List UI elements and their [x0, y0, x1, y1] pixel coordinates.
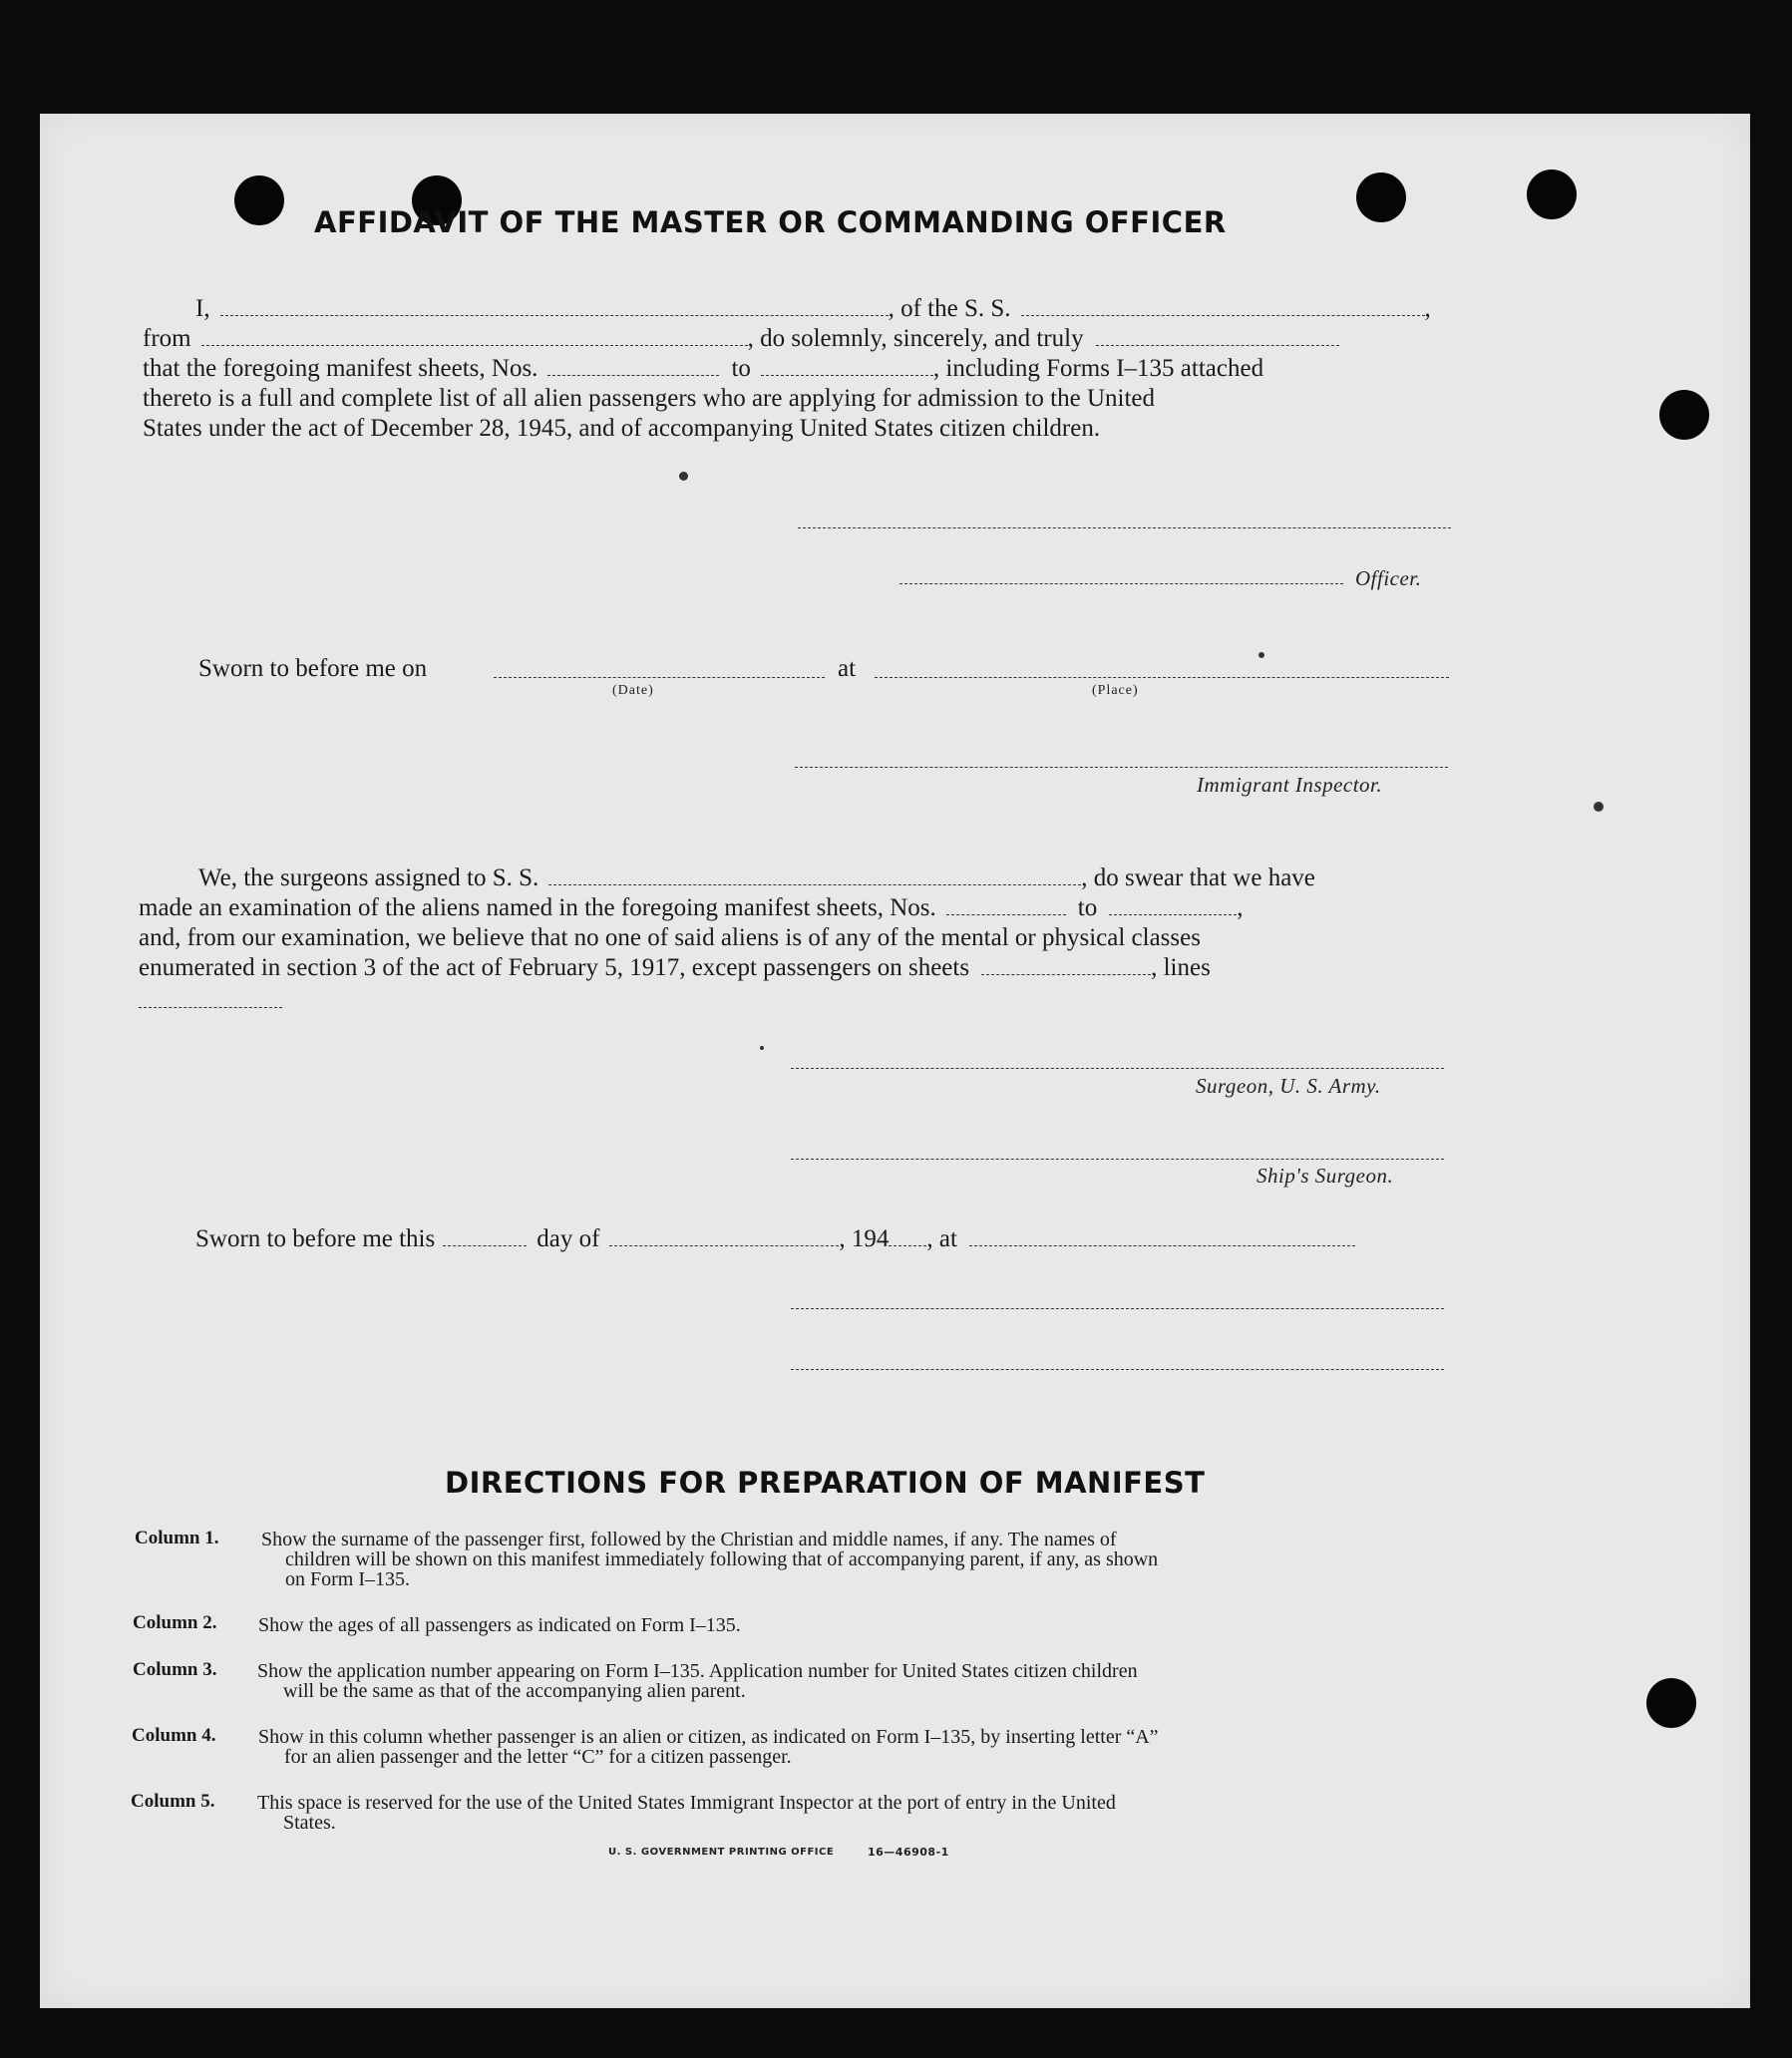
- column-5-line-2: States.: [283, 1812, 336, 1834]
- solemnly-label: , do solemnly, sincerely, and truly: [747, 325, 1084, 352]
- affidavit-line-5: States under the act of December 28, 1945, and of accompanying United States citizen children.: [143, 415, 1101, 442]
- speck: [1594, 802, 1604, 812]
- printer-credit: U. S. GOVERNMENT PRINTING OFFICE: [608, 1847, 835, 1858]
- army-surgeon-label: Surgeon, U. S. Army.: [1196, 1074, 1381, 1098]
- punch-hole: [1356, 172, 1406, 222]
- day-of-label: day of: [537, 1225, 600, 1252]
- sworn-month-field[interactable]: [609, 1245, 839, 1246]
- including-label: , including Forms I–135 attached: [932, 355, 1264, 382]
- column-5-label: Column 5.: [131, 1791, 215, 1812]
- affidavit-title: AFFIDAVIT OF THE MASTER OR COMMANDING OFFICER: [314, 205, 1227, 239]
- column-4-line-2: for an alien passenger and the letter “C” for a citizen passenger.: [284, 1746, 792, 1768]
- sworn2-at-label: , at: [926, 1225, 957, 1252]
- sworn-this-label: Sworn to before me this: [195, 1225, 436, 1252]
- speck: [1258, 652, 1264, 658]
- sworn-date-field[interactable]: [494, 677, 825, 678]
- column-1-text: [261, 1530, 1158, 1589]
- affidavit-line-2: [143, 325, 1339, 353]
- speck: [760, 1046, 764, 1050]
- surgeons-line-3: and, from our examination, we believe that no one of said aliens is of any of the mental or physical classes: [139, 924, 1201, 951]
- truly-field[interactable]: [1096, 345, 1339, 346]
- form-code: 16—46908-1: [868, 1846, 949, 1859]
- sworn-year-field[interactable]: [889, 1245, 926, 1246]
- affidavit-line-1: I, , of the S. S. ,: [195, 295, 1431, 322]
- surgeons-ship-field[interactable]: [548, 884, 1081, 885]
- master-signature-line[interactable]: [798, 527, 1451, 528]
- lines-label: , lines: [1151, 954, 1211, 981]
- column-3-label: Column 3.: [133, 1659, 217, 1680]
- from-label: from: [143, 325, 191, 352]
- affidavit-line-3: [143, 355, 1263, 383]
- inspector-signature-line[interactable]: [795, 767, 1448, 768]
- column-1-line-3: on Form I–135.: [285, 1568, 410, 1590]
- punch-hole: [1659, 390, 1709, 440]
- sworn2-place-field[interactable]: [969, 1245, 1355, 1246]
- ship-surgeon-signature-line[interactable]: [791, 1159, 1444, 1160]
- column-2-text: Show the ages of all passengers as indicated on Form I–135.: [258, 1614, 741, 1636]
- sworn2-title-line[interactable]: [791, 1369, 1444, 1370]
- of-ss-label: , of the S. S.: [888, 295, 1011, 322]
- sworn-on-label: Sworn to before me on: [198, 655, 428, 682]
- column-3-line-2: will be the same as that of the accompanying alien parent.: [283, 1680, 746, 1702]
- date-caption: (Date): [612, 683, 654, 698]
- exam-sheet-from-field[interactable]: [946, 914, 1066, 915]
- inspector-label: Immigrant Inspector.: [1197, 773, 1383, 797]
- speck: [679, 472, 688, 481]
- column-4-text: [258, 1727, 1159, 1767]
- foregoing-label: that the foregoing manifest sheets, Nos.: [143, 355, 538, 382]
- place-caption: (Place): [1092, 683, 1139, 698]
- column-2-label: Column 2.: [133, 1612, 217, 1633]
- year-label: , 194: [839, 1225, 890, 1252]
- except-sheets-field[interactable]: [981, 974, 1151, 975]
- column-5-text: [257, 1793, 1116, 1833]
- ship-name-field[interactable]: [1021, 315, 1425, 316]
- column-3-line-1: Show the application number appearing on Form I–135. Application number for United States citizen children: [257, 1660, 1138, 1682]
- column-1-label: Column 1.: [135, 1528, 219, 1548]
- i-label: I,: [195, 295, 210, 322]
- from-port-field[interactable]: [201, 345, 748, 346]
- sworn2-line: [195, 1225, 1355, 1253]
- except-lines-field[interactable]: [139, 1007, 282, 1008]
- punch-hole: [234, 175, 284, 225]
- sworn-at-label: at: [838, 655, 857, 682]
- column-3-text: [257, 1661, 1138, 1701]
- sheet-to-field[interactable]: [761, 375, 933, 376]
- exam-sheet-to-field[interactable]: [1109, 914, 1237, 915]
- punch-hole: [1646, 1678, 1696, 1728]
- sworn2-signature-line[interactable]: [791, 1308, 1444, 1309]
- surgeons-ss-label: We, the surgeons assigned to S. S.: [198, 864, 539, 891]
- to-label: to: [731, 355, 751, 382]
- master-name-field[interactable]: [220, 315, 889, 316]
- column-5-line-1: This space is reserved for the use of the United States Immigrant Inspector at the port of entry in the United: [257, 1792, 1116, 1814]
- punch-hole: [1527, 170, 1577, 219]
- surgeons-line-1: [198, 864, 1315, 892]
- column-1-line-2: children will be shown on this manifest immediately following that of accompanying parent, if any, as shown: [285, 1548, 1159, 1570]
- directions-title: DIRECTIONS FOR PREPARATION OF MANIFEST: [445, 1466, 1206, 1500]
- officer-signature-line[interactable]: [899, 583, 1343, 584]
- affidavit-line-4: thereto is a full and complete list of all alien passengers who are applying for admission to the United: [143, 385, 1156, 412]
- sworn-day-field[interactable]: [443, 1245, 527, 1246]
- army-surgeon-signature-line[interactable]: [791, 1068, 1444, 1069]
- column-1-line-1: Show the surname of the passenger first, followed by the Christian and middle names, if any. The names of: [261, 1529, 1117, 1550]
- ship-surgeon-label: Ship's Surgeon.: [1256, 1164, 1394, 1188]
- surgeons-line-2: made an examination of the aliens named in the foregoing manifest sheets, Nos. to ,: [139, 894, 1244, 921]
- sheet-from-field[interactable]: [547, 375, 719, 376]
- officer-label: Officer.: [1355, 566, 1422, 590]
- sworn-place-field[interactable]: [875, 677, 1449, 678]
- examination-label: made an examination of the aliens named in the foregoing manifest sheets, Nos.: [139, 894, 936, 921]
- enumerated-label: enumerated in section 3 of the act of February 5, 1917, except passengers on sheets: [139, 954, 970, 981]
- column-4-line-1: Show in this column whether passenger is an alien or citizen, as indicated on Form I–135, by inserting letter “A”: [258, 1726, 1159, 1748]
- column-4-label: Column 4.: [132, 1725, 216, 1746]
- swear-label: , do swear that we have: [1081, 864, 1315, 891]
- exam-to-label: to: [1077, 894, 1098, 921]
- surgeons-line-4: [139, 954, 1211, 982]
